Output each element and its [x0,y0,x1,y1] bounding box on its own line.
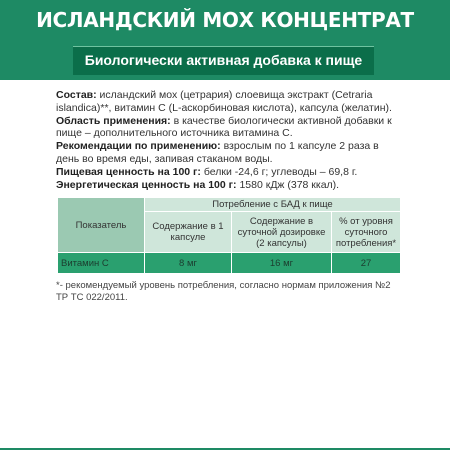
recommendations-paragraph [56,140,400,165]
composition-text: исландский мох (цетрария) слоевища экстракт (Cetraria islandica)**, витамин С (L-аскорбиновая кислота), капсула (желатин). [56,89,392,114]
footnote: *- рекомендуемый уровень потребления, согласно нормам приложения №2 ТР ТС 022/2011. [56,280,391,303]
row-percent: 27 [332,253,401,274]
header-banner [0,0,450,80]
nutrition-table [57,197,401,274]
product-subtitle: Биологически активная добавка к пище [84,52,363,68]
composition-label: Состав: [56,89,97,101]
header-daily-dose: Содержание в суточной дозировке (2 капсулы) [232,212,332,253]
table-row [58,253,401,274]
header-per-capsule: Содержание в 1 капсуле [145,212,232,253]
header-percent: % от уровня суточного потребления* [332,212,401,253]
application-text: в качестве биологически активной добавки к пище – дополнительного источника витамина С. [56,114,392,139]
row-per-capsule: 8 мг [145,253,232,274]
composition-paragraph [56,89,400,114]
recommendations-label: Рекомендации по применению: [56,140,221,152]
row-name: Витамин С [58,253,145,274]
nutrition-paragraph [56,166,400,179]
application-paragraph [56,115,400,140]
row-daily: 16 мг [232,253,332,274]
energy-label: Энергетическая ценность на 100 г: [56,178,237,191]
table-header-row [58,198,401,212]
energy-text: 1580 кДж (378 ккал). [236,178,340,191]
application-label: Область применения: [56,114,171,127]
header-group: Потребление с БАД к пище [145,198,401,212]
recommendations-text: взрослым по 1 капсуле 2 раза в день во время еды, запивая стаканом воды. [56,140,379,165]
subtitle-banner [73,46,374,75]
energy-paragraph [56,179,400,192]
header-indicator: Показатель [58,198,145,253]
nutrition-label: Пищевая ценность на 100 г: [56,165,201,178]
nutrition-text: белки -24,6 г; углеводы – 69,8 г. [200,165,358,178]
description-block [56,89,400,192]
product-title: ИСЛАНДСКИЙ МОХ КОНЦЕНТРАТ [36,8,414,32]
